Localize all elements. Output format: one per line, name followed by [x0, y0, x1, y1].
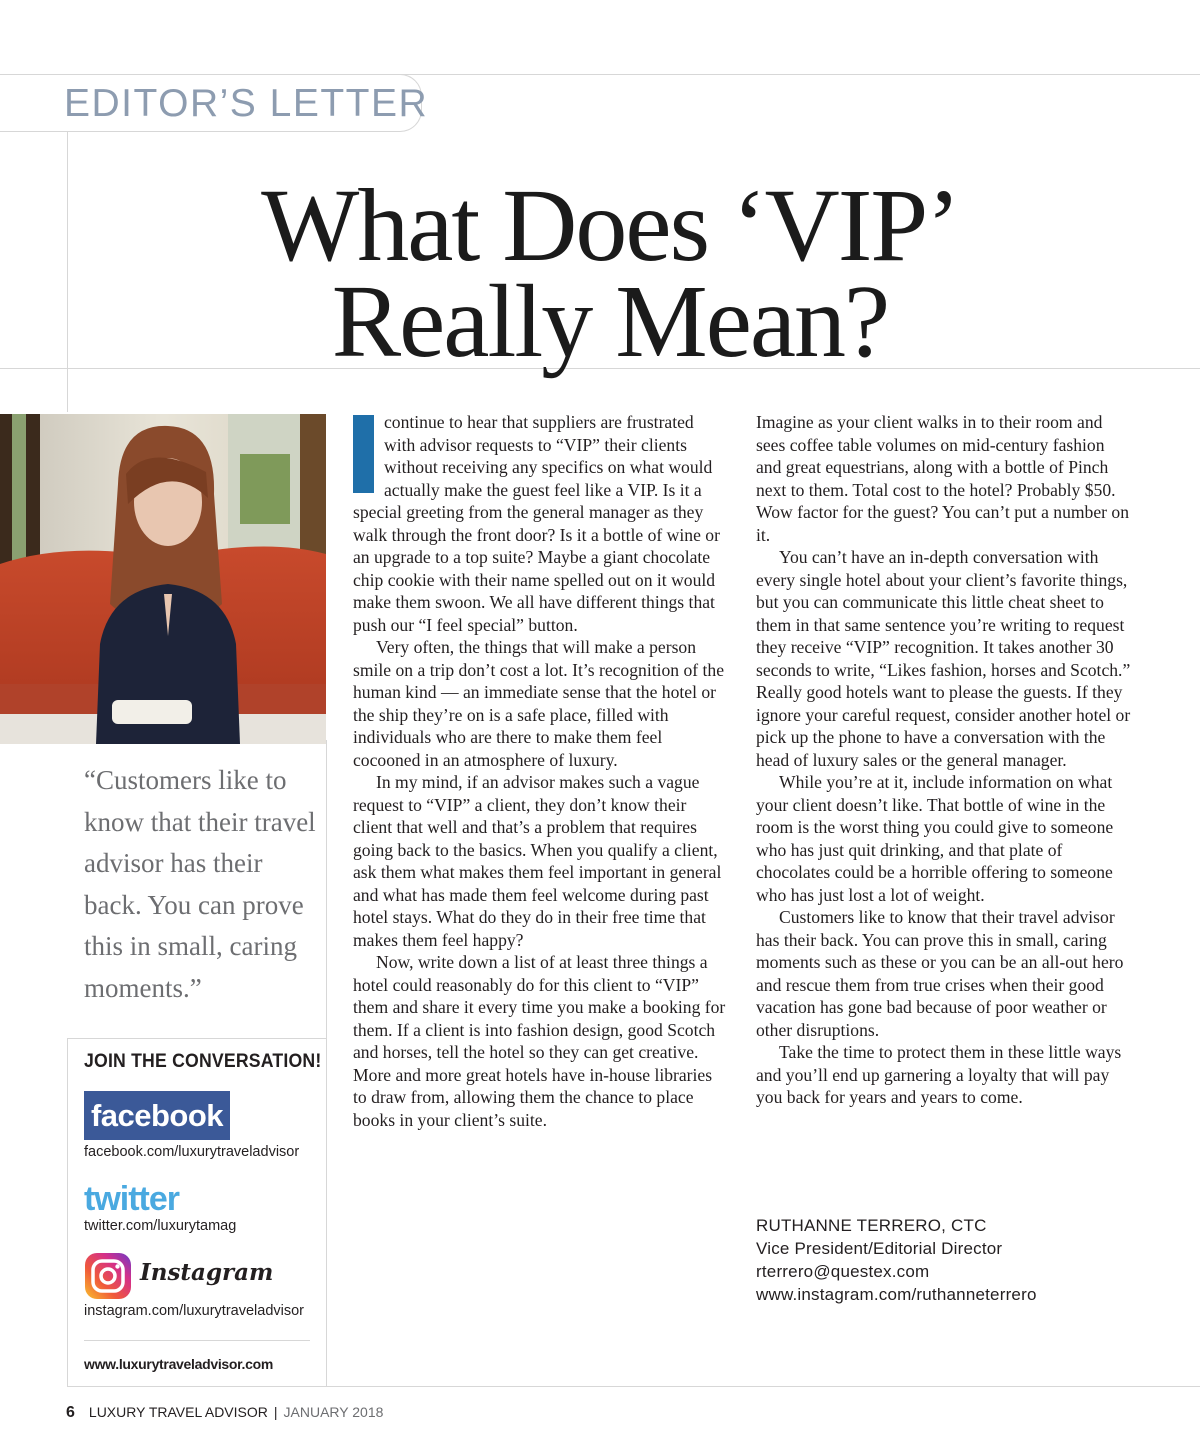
social-box-left-rule [67, 1038, 68, 1386]
website-url: www.luxurytraveladvisor.com [84, 1356, 274, 1372]
sidebar-divider [326, 740, 327, 1386]
article-paragraph: continue to hear that suppliers are frustrated with advisor requests to “VIP” their clients without receiving any specifics on what would actually make the guest feel like a VIP. Is it a special greeting from the general manager as they walk through the front door? Is it a bottle of wine or an upgrade to a top suite? Maybe a giant chocolate chip cookie with their name spelled out on it would make them swoon. We all have different things that push our “I feel special” button. [353, 412, 720, 635]
social-box-divider [84, 1340, 310, 1341]
instagram-logo-text: Instagram [140, 1259, 274, 1286]
twitter-url: twitter.com/luxurytamag [84, 1218, 237, 1234]
footer-rule [67, 1386, 1200, 1387]
instagram-url: instagram.com/luxurytraveladvisor [84, 1303, 304, 1319]
instagram-icon [84, 1252, 132, 1300]
publication-name: LUXURY TRAVEL ADVISOR [88, 1404, 268, 1420]
join-conversation-heading: JOIN THE CONVERSATION! [84, 1051, 322, 1072]
article-paragraph: In my mind, if an advisor makes such a vague request to “VIP” a client, they don’t know their client that well and that’s a problem that requires going back to the basics. When you qualify a client, ask them what makes them feel important in general and what has made them feel welcome during past hotel stays. What do they do in their free time that makes them feel happy? [353, 772, 722, 950]
signature-block [756, 1214, 1037, 1306]
article-paragraph: Take the time to protect them in these little ways and you’ll end up garnering a loyalty that will pay you back for years and years to come. [756, 1042, 1122, 1107]
pull-quote: “Customers like to know that their travel advisor has their back. You can prove this in small, caring moments.” [84, 765, 316, 1003]
signature-name: RUTHANNE TERRERO, CTC [756, 1216, 987, 1235]
article-column-2 [756, 411, 1132, 1109]
facebook-logo: facebook [84, 1091, 230, 1140]
headline-line-2: Really Mean? [331, 264, 889, 379]
author-photo-illustration [0, 414, 326, 744]
article-paragraph: Very often, the things that will make a person smile on a trip don’t cost a lot. It’s recognition of the human kind — an immediate sense that the hotel or the ship they’re on is a safe place, filled with individuals who are there to make them feel cocooned in an atmosphere of luxury. [353, 637, 725, 770]
article-column-1 [353, 411, 729, 1131]
section-label: EDITOR’S LETTER [64, 82, 429, 125]
article-paragraph: Now, write down a list of at least three things a hotel could reasonably do for this client to “VIP” them and share it every time you make a booking for them. If a client is into fashion design, good Scotch and horses, tell the hotel so they can get creative. More and more great hotels have in-house libraries to draw from, allowing them the chance to place books in your client’s suite. [353, 952, 726, 1130]
twitter-logo: twitter [84, 1180, 179, 1218]
author-photo [0, 414, 326, 744]
footer-separator: | [273, 1404, 278, 1420]
page-number: 6 [66, 1404, 75, 1421]
headline [0, 168, 1200, 379]
social-box-top-rule [67, 1038, 326, 1039]
article-paragraph: While you’re at it, include information on what your client doesn’t like. That bottle of wine in the room is the worst thing you could give to someone who has just quit drinking, and that plate of chocolates could be a horrible offering to someone who has just lost a lot of weight. [756, 772, 1114, 905]
signature-instagram: www.instagram.com/ruthanneterrero [756, 1285, 1037, 1304]
signature-email: rterrero@questex.com [756, 1262, 930, 1281]
facebook-url: facebook.com/luxurytraveladvisor [84, 1144, 300, 1160]
article-paragraph: Customers like to know that their travel advisor has their back. You can prove this in small, caring moments such as these or you can be an all-out hero and rescue them from true crises when their good vacation has gone bad because of poor weather or other disruptions. [756, 907, 1124, 1040]
headline-line-1: What Does ‘VIP’ [261, 168, 959, 283]
drop-cap [353, 415, 374, 493]
article-paragraph: Imagine as your client walks in to their room and sees coffee table volumes on mid-century fashion and great equestrians, along with a bottle of Pinch next to them. Total cost to the hotel? Probably $50. Wow factor for the guest? You can’t put a number on it. [756, 412, 1130, 545]
signature-title: Vice President/Editorial Director [756, 1239, 1003, 1258]
page-footer [66, 1404, 383, 1422]
issue-date: JANUARY 2018 [283, 1404, 384, 1420]
article-paragraph: You can’t have an in-depth conversation with every single hotel about your client’s favorite things, but you can communicate this little cheat sheet to them in that same sentence you’re writing to request they receive “VIP” recognition. It takes another 30 seconds to write, “Likes fashion, horses and Scotch.” Really good hotels want to please the guests. If they ignore your careful request, consider another hotel or pick up the phone to have a conversation with the head of luxury sales or the general manager. [756, 547, 1131, 770]
